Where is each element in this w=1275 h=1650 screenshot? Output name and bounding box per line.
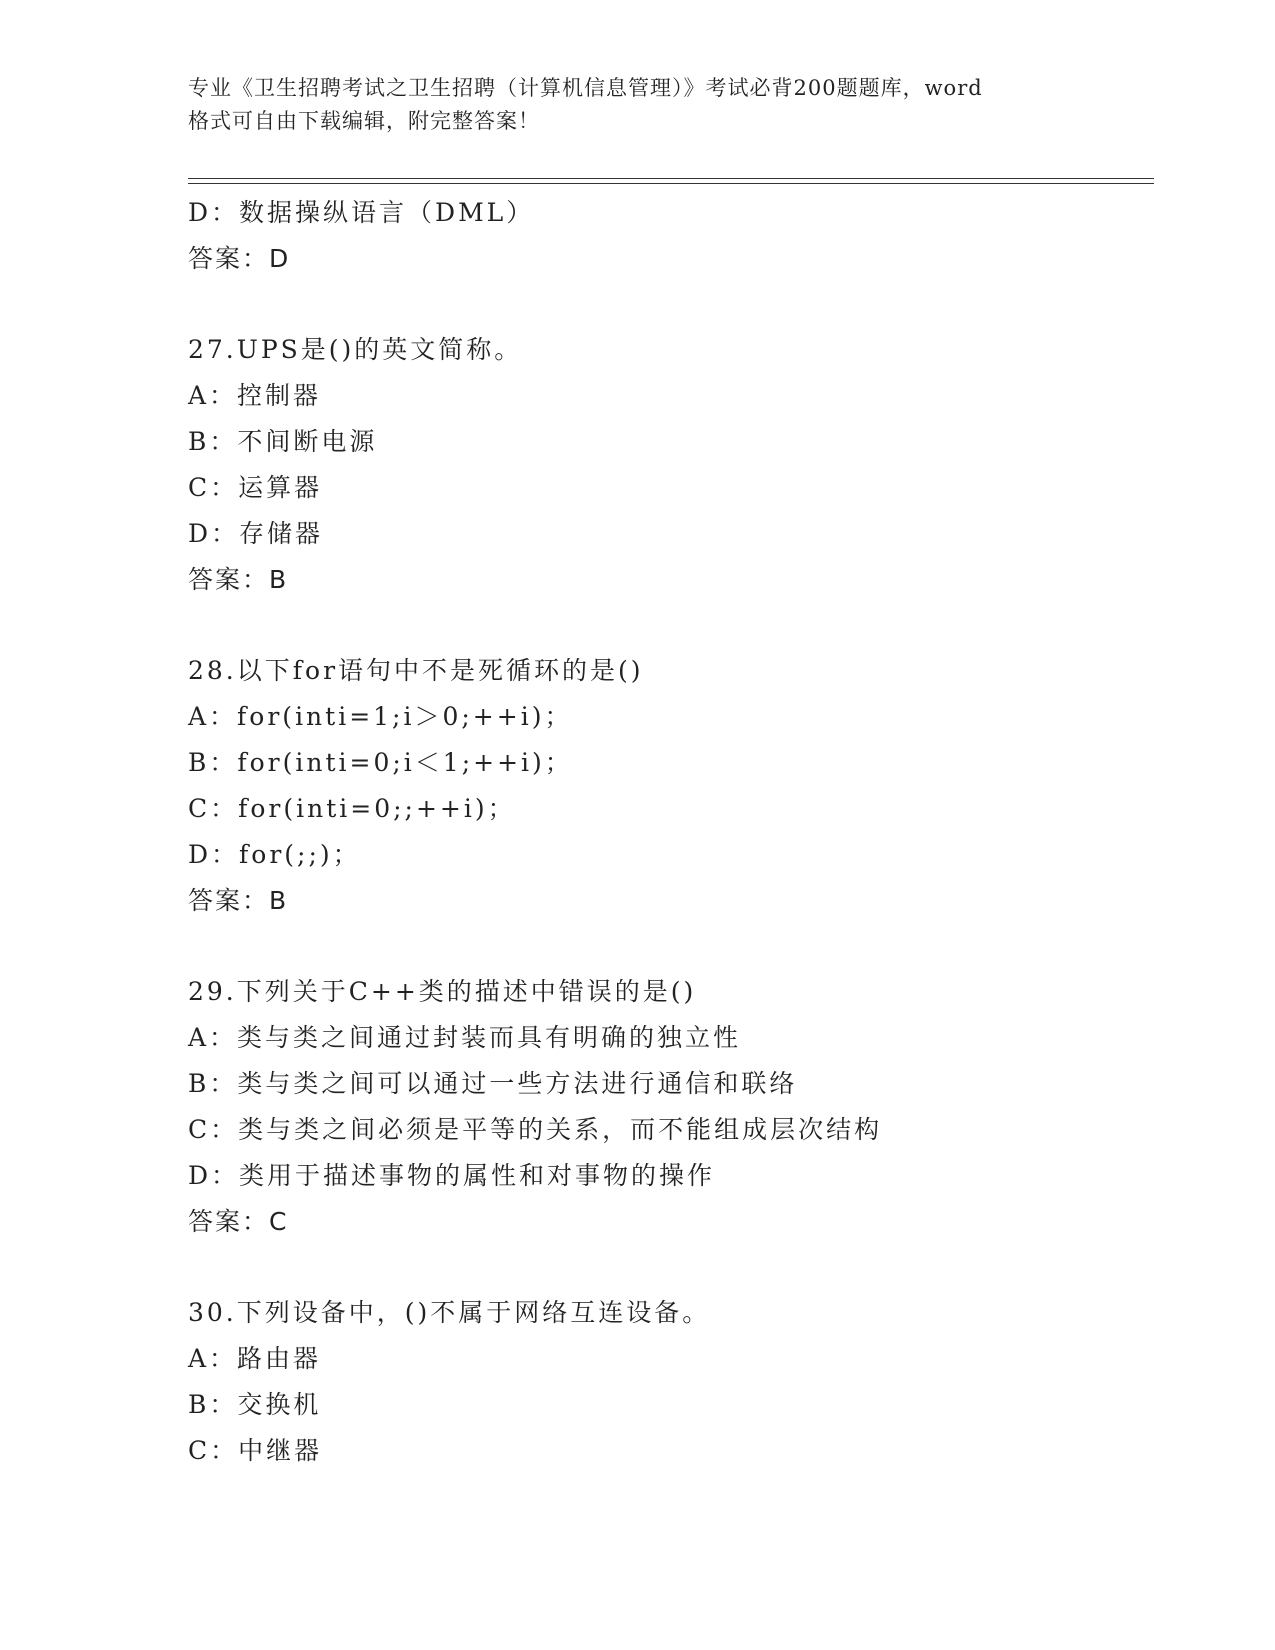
- header-title-line-2: 格式可自由下载编辑，附完整答案！: [188, 109, 540, 133]
- answer-line: 答案：C: [188, 1207, 289, 1236]
- question-stem: 29.下列关于C++类的描述中错误的是(): [188, 977, 697, 1006]
- option-d: D：存储器: [188, 519, 324, 548]
- header-divider-top: [188, 178, 1154, 179]
- option-b: B：for(inti=0;i＜1;++i)；: [188, 748, 573, 777]
- option-b: B：类与类之间可以通过一些方法进行通信和联络: [188, 1069, 798, 1098]
- question-stem: 30.下列设备中，()不属于网络互连设备。: [188, 1298, 711, 1327]
- question-28: [188, 648, 1188, 924]
- option-a: A：控制器: [188, 381, 322, 410]
- question-content: [188, 190, 1188, 1474]
- question-stem: 28.以下for语句中不是死循环的是(): [188, 656, 644, 685]
- header-divider-bottom: [188, 183, 1154, 184]
- header-title-line-1: 专业《卫生招聘考试之卫生招聘（计算机信息管理）》考试必背200题题库，word: [188, 76, 983, 100]
- document-header: [188, 72, 1088, 138]
- question-29: [188, 969, 1188, 1245]
- question-26-tail: [188, 190, 1188, 282]
- option-b: B：不间断电源: [188, 427, 378, 456]
- option-c: C：中继器: [188, 1436, 323, 1465]
- option-d: D：类用于描述事物的属性和对事物的操作: [188, 1161, 716, 1190]
- option-a: A：路由器: [188, 1344, 322, 1373]
- option-a: A：for(inti=1;i＞0;++i)；: [188, 702, 573, 731]
- option-c: C：for(inti=0;;++i)；: [188, 794, 516, 823]
- option-c: C：运算器: [188, 473, 323, 502]
- option-d: D：for(;;)；: [188, 840, 361, 869]
- option-d: D：数据操纵语言（DML）: [188, 198, 535, 227]
- question-stem: 27.UPS是()的英文简称。: [188, 335, 523, 364]
- option-c: C：类与类之间必须是平等的关系，而不能组成层次结构: [188, 1115, 883, 1144]
- option-a: A：类与类之间通过封装而具有明确的独立性: [188, 1023, 742, 1052]
- answer-line: 答案：D: [188, 244, 291, 273]
- question-30: [188, 1290, 1188, 1474]
- answer-line: 答案：B: [188, 886, 289, 915]
- option-b: B：交换机: [188, 1390, 322, 1419]
- answer-line: 答案：B: [188, 565, 289, 594]
- question-27: [188, 327, 1188, 603]
